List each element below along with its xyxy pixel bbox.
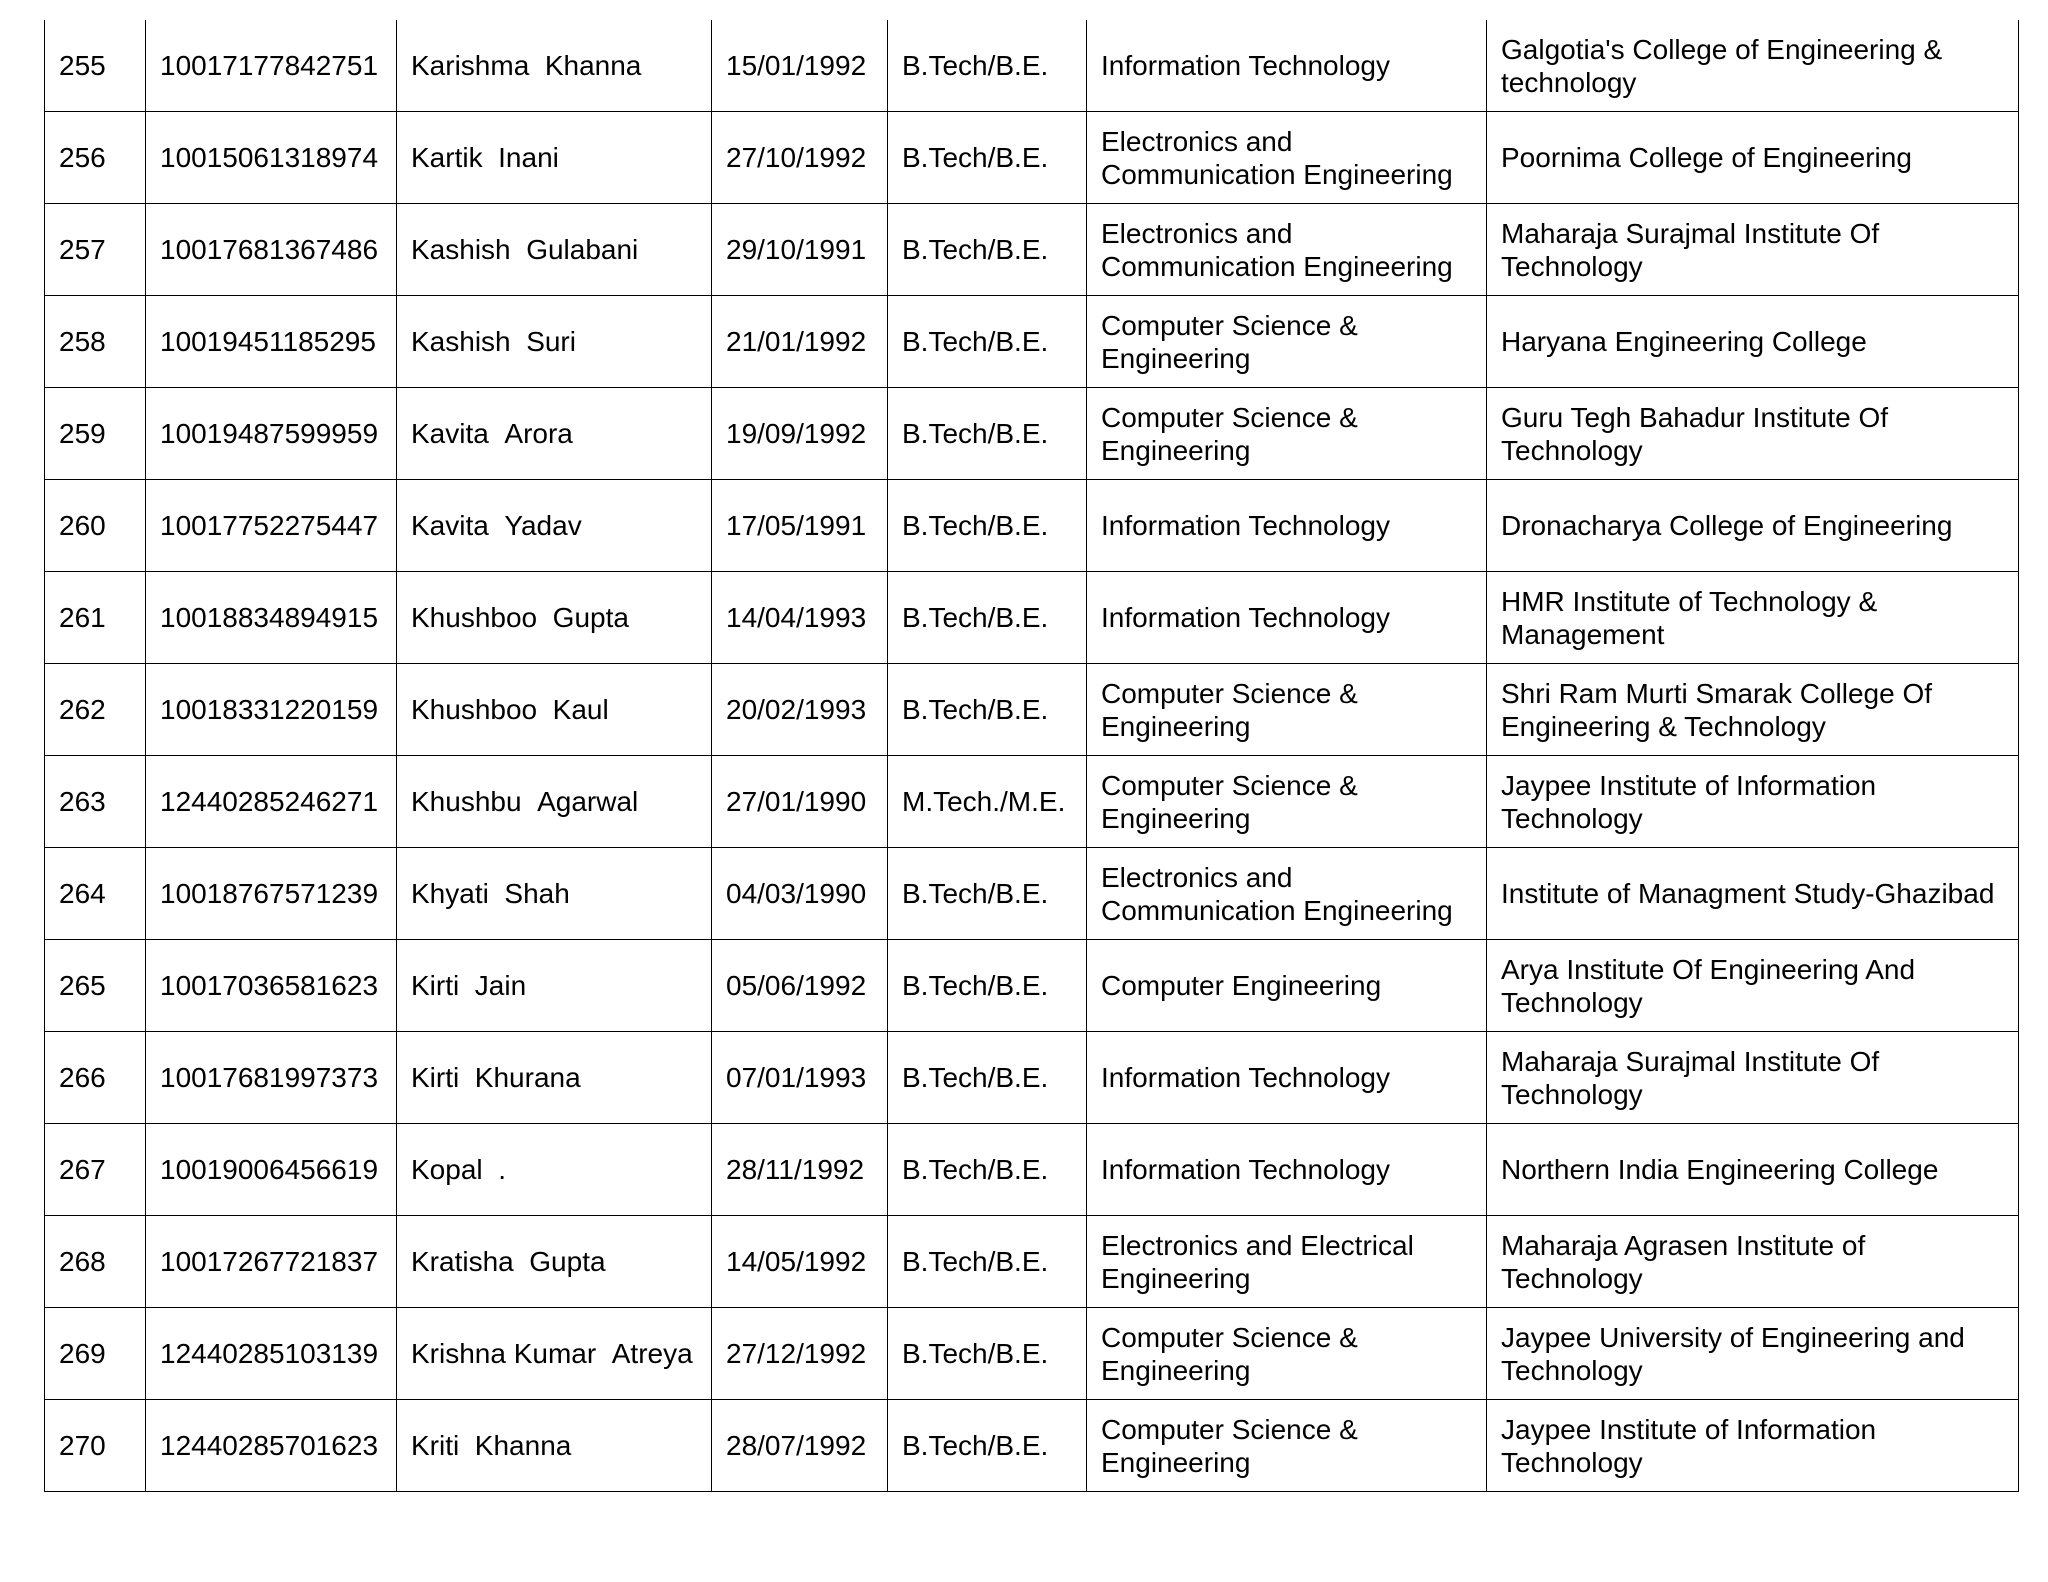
first-name: Khushbu: [411, 786, 522, 817]
college-cell: Galgotia's College of Engineering & technology: [1487, 20, 2019, 112]
table-row: [45, 480, 2019, 572]
branch-cell: Information Technology: [1087, 1124, 1487, 1216]
registration-number-cell: 10017177842751: [146, 20, 397, 112]
branch-cell: Computer Science & Engineering: [1087, 1400, 1487, 1492]
first-name: Khushboo: [411, 694, 538, 725]
registration-number-cell: 10018331220159: [146, 664, 397, 756]
date-of-birth-cell: 20/02/1993: [712, 664, 888, 756]
degree-cell: B.Tech/B.E.: [888, 664, 1087, 756]
registration-number-cell: 10017752275447: [146, 480, 397, 572]
degree-cell: B.Tech/B.E.: [888, 1308, 1087, 1400]
registration-number-cell: 10015061318974: [146, 112, 397, 204]
serial-number-cell: 263: [45, 756, 146, 848]
first-name: Khushboo: [411, 602, 538, 633]
college-cell: Poornima College of Engineering: [1487, 112, 2019, 204]
candidate-name-cell: [397, 572, 712, 664]
first-name: Kavita: [411, 510, 489, 541]
date-of-birth-cell: 28/11/1992: [712, 1124, 888, 1216]
table-row: [45, 756, 2019, 848]
registration-number-cell: 10017036581623: [146, 940, 397, 1032]
first-name: Kriti: [411, 1430, 460, 1461]
college-cell: Maharaja Surajmal Institute Of Technology: [1487, 204, 2019, 296]
table-row: [45, 1308, 2019, 1400]
branch-cell: Computer Science & Engineering: [1087, 756, 1487, 848]
first-name: Kashish: [411, 326, 511, 357]
college-cell: Guru Tegh Bahadur Institute Of Technology: [1487, 388, 2019, 480]
last-name: Gupta: [552, 602, 629, 633]
serial-number-cell: 260: [45, 480, 146, 572]
date-of-birth-cell: 14/05/1992: [712, 1216, 888, 1308]
candidate-name-cell: [397, 204, 712, 296]
degree-cell: B.Tech/B.E.: [888, 1124, 1087, 1216]
candidate-name-cell: [397, 1032, 712, 1124]
table-row: [45, 664, 2019, 756]
last-name: Inani: [498, 142, 559, 173]
last-name: Atreya: [611, 1338, 693, 1369]
last-name: Suri: [526, 326, 576, 357]
document-page: [44, 20, 2018, 1492]
college-cell: Dronacharya College of Engineering: [1487, 480, 2019, 572]
degree-cell: B.Tech/B.E.: [888, 20, 1087, 112]
table-row: [45, 388, 2019, 480]
degree-cell: B.Tech/B.E.: [888, 940, 1087, 1032]
first-name: Kirti: [411, 970, 460, 1001]
table-row: [45, 572, 2019, 664]
last-name: Khurana: [474, 1062, 581, 1093]
first-name: Kopal: [411, 1154, 483, 1185]
college-cell: Northern India Engineering College: [1487, 1124, 2019, 1216]
last-name: Gulabani: [526, 234, 639, 265]
last-name: Agarwal: [537, 786, 639, 817]
candidate-name-cell: [397, 664, 712, 756]
branch-cell: Information Technology: [1087, 20, 1487, 112]
branch-cell: Information Technology: [1087, 572, 1487, 664]
last-name: .: [498, 1154, 506, 1185]
serial-number-cell: 264: [45, 848, 146, 940]
registration-number-cell: 12440285701623: [146, 1400, 397, 1492]
date-of-birth-cell: 29/10/1991: [712, 204, 888, 296]
college-cell: Arya Institute Of Engineering And Technology: [1487, 940, 2019, 1032]
date-of-birth-cell: 19/09/1992: [712, 388, 888, 480]
first-name: Karishma: [411, 50, 530, 81]
last-name: Gupta: [529, 1246, 606, 1277]
degree-cell: B.Tech/B.E.: [888, 572, 1087, 664]
branch-cell: Electronics and Communication Engineering: [1087, 112, 1487, 204]
branch-cell: Information Technology: [1087, 1032, 1487, 1124]
first-name: Kirti: [411, 1062, 460, 1093]
college-cell: Maharaja Agrasen Institute of Technology: [1487, 1216, 2019, 1308]
serial-number-cell: 261: [45, 572, 146, 664]
candidate-name-cell: [397, 848, 712, 940]
serial-number-cell: 265: [45, 940, 146, 1032]
first-name: Krishna Kumar: [411, 1338, 597, 1369]
table-row: [45, 204, 2019, 296]
date-of-birth-cell: 05/06/1992: [712, 940, 888, 1032]
candidate-name-cell: [397, 756, 712, 848]
registration-number-cell: 12440285246271: [146, 756, 397, 848]
table-row: [45, 848, 2019, 940]
serial-number-cell: 262: [45, 664, 146, 756]
last-name: Shah: [504, 878, 570, 909]
date-of-birth-cell: 14/04/1993: [712, 572, 888, 664]
branch-cell: Computer Science & Engineering: [1087, 1308, 1487, 1400]
registration-number-cell: 10017267721837: [146, 1216, 397, 1308]
college-cell: HMR Institute of Technology & Management: [1487, 572, 2019, 664]
serial-number-cell: 257: [45, 204, 146, 296]
registration-number-cell: 12440285103139: [146, 1308, 397, 1400]
first-name: Kashish: [411, 234, 511, 265]
last-name: Arora: [504, 418, 573, 449]
serial-number-cell: 270: [45, 1400, 146, 1492]
serial-number-cell: 266: [45, 1032, 146, 1124]
branch-cell: Computer Science & Engineering: [1087, 664, 1487, 756]
degree-cell: B.Tech/B.E.: [888, 480, 1087, 572]
serial-number-cell: 267: [45, 1124, 146, 1216]
candidate-name-cell: [397, 1124, 712, 1216]
first-name: Khyati: [411, 878, 489, 909]
table-row: [45, 1124, 2019, 1216]
table-body: [45, 20, 2019, 1492]
degree-cell: B.Tech/B.E.: [888, 1032, 1087, 1124]
candidate-name-cell: [397, 296, 712, 388]
registration-number-cell: 10018834894915: [146, 572, 397, 664]
table-row: [45, 940, 2019, 1032]
first-name: Kartik: [411, 142, 483, 173]
college-cell: Maharaja Surajmal Institute Of Technology: [1487, 1032, 2019, 1124]
degree-cell: B.Tech/B.E.: [888, 1400, 1087, 1492]
candidate-name-cell: [397, 1216, 712, 1308]
candidate-name-cell: [397, 940, 712, 1032]
candidate-name-cell: [397, 1308, 712, 1400]
last-name: Kaul: [552, 694, 609, 725]
candidate-name-cell: [397, 1400, 712, 1492]
table-row: [45, 296, 2019, 388]
branch-cell: Computer Science & Engineering: [1087, 388, 1487, 480]
college-cell: Jaypee Institute of Information Technology: [1487, 756, 2019, 848]
last-name: Jain: [474, 970, 527, 1001]
table-row: [45, 1032, 2019, 1124]
last-name: Khanna: [544, 50, 642, 81]
candidate-table: [44, 20, 2019, 1492]
branch-cell: Electronics and Communication Engineering: [1087, 204, 1487, 296]
college-cell: Institute of Managment Study-Ghazibad: [1487, 848, 2019, 940]
table-row: [45, 112, 2019, 204]
serial-number-cell: 258: [45, 296, 146, 388]
registration-number-cell: 10017681367486: [146, 204, 397, 296]
registration-number-cell: 10018767571239: [146, 848, 397, 940]
degree-cell: B.Tech/B.E.: [888, 848, 1087, 940]
college-cell: Haryana Engineering College: [1487, 296, 2019, 388]
date-of-birth-cell: 07/01/1993: [712, 1032, 888, 1124]
serial-number-cell: 268: [45, 1216, 146, 1308]
candidate-name-cell: [397, 20, 712, 112]
serial-number-cell: 259: [45, 388, 146, 480]
registration-number-cell: 10019006456619: [146, 1124, 397, 1216]
candidate-name-cell: [397, 480, 712, 572]
table-row: [45, 20, 2019, 112]
date-of-birth-cell: 27/10/1992: [712, 112, 888, 204]
serial-number-cell: 256: [45, 112, 146, 204]
table-row: [45, 1216, 2019, 1308]
table-row: [45, 1400, 2019, 1492]
date-of-birth-cell: 28/07/1992: [712, 1400, 888, 1492]
degree-cell: B.Tech/B.E.: [888, 296, 1087, 388]
candidate-name-cell: [397, 112, 712, 204]
branch-cell: Information Technology: [1087, 480, 1487, 572]
college-cell: Jaypee Institute of Information Technology: [1487, 1400, 2019, 1492]
first-name: Kratisha: [411, 1246, 514, 1277]
branch-cell: Electronics and Communication Engineering: [1087, 848, 1487, 940]
registration-number-cell: 10019487599959: [146, 388, 397, 480]
date-of-birth-cell: 17/05/1991: [712, 480, 888, 572]
date-of-birth-cell: 21/01/1992: [712, 296, 888, 388]
date-of-birth-cell: 27/01/1990: [712, 756, 888, 848]
college-cell: Jaypee University of Engineering and Technology: [1487, 1308, 2019, 1400]
degree-cell: B.Tech/B.E.: [888, 388, 1087, 480]
first-name: Kavita: [411, 418, 489, 449]
branch-cell: Electronics and Electrical Engineering: [1087, 1216, 1487, 1308]
last-name: Khanna: [474, 1430, 572, 1461]
last-name: Yadav: [504, 510, 582, 541]
registration-number-cell: 10017681997373: [146, 1032, 397, 1124]
candidate-name-cell: [397, 388, 712, 480]
degree-cell: M.Tech./M.E.: [888, 756, 1087, 848]
college-cell: Shri Ram Murti Smarak College Of Engineering & Technology: [1487, 664, 2019, 756]
date-of-birth-cell: 04/03/1990: [712, 848, 888, 940]
date-of-birth-cell: 15/01/1992: [712, 20, 888, 112]
serial-number-cell: 255: [45, 20, 146, 112]
degree-cell: B.Tech/B.E.: [888, 204, 1087, 296]
registration-number-cell: 10019451185295: [146, 296, 397, 388]
date-of-birth-cell: 27/12/1992: [712, 1308, 888, 1400]
degree-cell: B.Tech/B.E.: [888, 1216, 1087, 1308]
branch-cell: Computer Science & Engineering: [1087, 296, 1487, 388]
serial-number-cell: 269: [45, 1308, 146, 1400]
branch-cell: Computer Engineering: [1087, 940, 1487, 1032]
degree-cell: B.Tech/B.E.: [888, 112, 1087, 204]
